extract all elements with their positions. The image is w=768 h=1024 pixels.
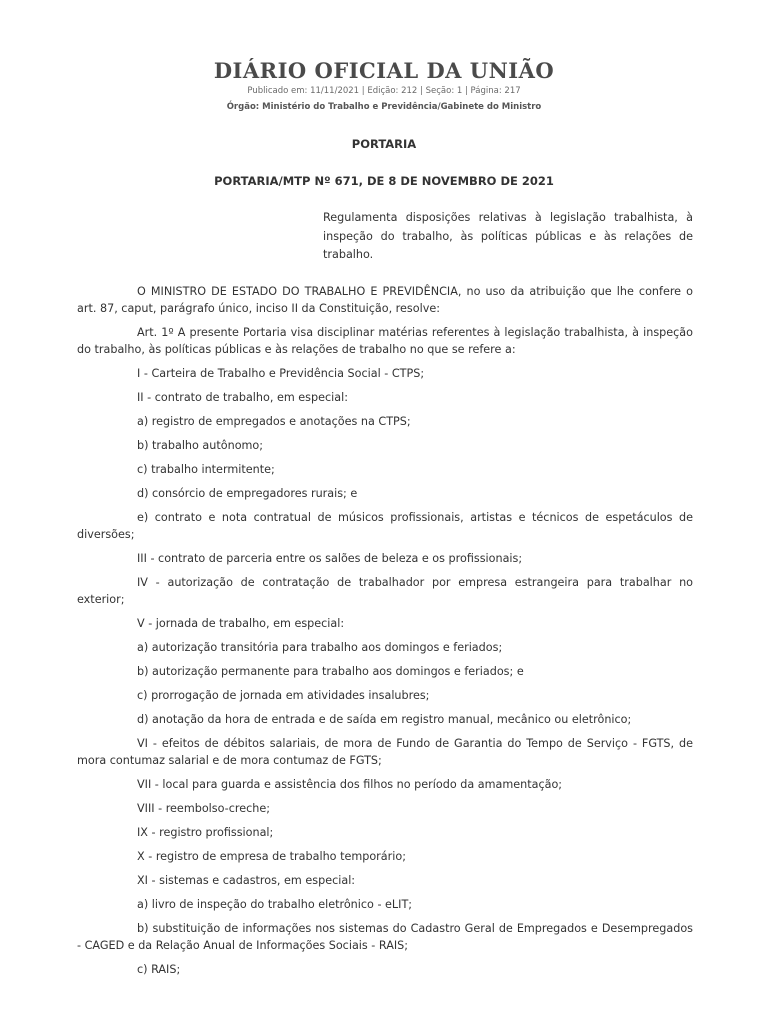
paragraph-item: II - contrato de trabalho, em especial:: [137, 391, 348, 404]
paragraph-preamble: O MINISTRO DE ESTADO DO TRABALHO E PREVIDÊNCIA, no uso da atribuição que lhe confere o art. 87, caput, parágrafo único, inciso II da Constituição, resolve:: [77, 285, 693, 315]
document-title: PORTARIA/MTP Nº 671, DE 8 DE NOVEMBRO DE 2021: [214, 174, 554, 188]
document-body: [77, 283, 693, 978]
publication-info: Publicado em: 11/11/2021 | Edição: 212 | Seção: 1 | Página: 217: [247, 86, 521, 96]
paragraph-item: b) autorização permanente para trabalho aos domingos e feriados; e: [137, 665, 524, 678]
paragraph-item: b) substituição de informações nos sistemas do Cadastro Geral de Empregados e Desempregados - CAGED e da Relação Anual de Informações Sociais - RAIS;: [77, 922, 693, 952]
masthead-title: DIÁRIO OFICIAL DA UNIÃO: [213, 58, 555, 83]
paragraph-item: IV - autorização de contratação de trabalhador por empresa estrangeira para trabalhar no exterior;: [77, 576, 693, 606]
paragraph-item: VII - local para guarda e assistência dos filhos no período da amamentação;: [137, 778, 563, 791]
document-summary: Regulamenta disposições relativas à legislação trabalhista, à inspeção do trabalho, às políticas públicas e às relações de trabalho.: [323, 211, 693, 261]
paragraph-item: a) livro de inspeção do trabalho eletrônico - eLIT;: [137, 898, 413, 911]
paragraph-item: X - registro de empresa de trabalho temporário;: [137, 850, 406, 863]
paragraph-item: IX - registro profissional;: [137, 826, 274, 839]
paragraph-item: c) prorrogação de jornada em atividades insalubres;: [137, 689, 430, 702]
document-type: PORTARIA: [351, 137, 417, 151]
paragraph-item: c) trabalho intermitente;: [137, 463, 275, 476]
paragraph-item: I - Carteira de Trabalho e Previdência Social - CTPS;: [137, 367, 425, 380]
paragraph-art1: Art. 1º A presente Portaria visa disciplinar matérias referentes à legislação trabalhista, à inspeção do trabalho, às políticas públicas e às relações de trabalho no que se refere a:: [77, 326, 693, 356]
paragraph-item: d) consórcio de empregadores rurais; e: [137, 487, 358, 500]
paragraph-item: XI - sistemas e cadastros, em especial:: [137, 874, 356, 887]
paragraph-item: b) trabalho autônomo;: [137, 439, 264, 452]
paragraph-item: V - jornada de trabalho, em especial:: [137, 617, 345, 630]
issuing-agency: Órgão: Ministério do Trabalho e Previdência/Gabinete do Ministro: [226, 102, 542, 112]
paragraph-item: d) anotação da hora de entrada e de saída em registro manual, mecânico ou eletrônico;: [137, 713, 632, 726]
paragraph-item: VIII - reembolso-creche;: [137, 802, 270, 815]
paragraph-item: a) autorização transitória para trabalho aos domingos e feriados;: [137, 641, 503, 654]
paragraph-item: c) RAIS;: [137, 963, 181, 976]
paragraph-item: a) registro de empregados e anotações na CTPS;: [137, 415, 411, 428]
paragraph-item: VI - efeitos de débitos salariais, de mora de Fundo de Garantia do Tempo de Serviço - FGTS, de mora contumaz salarial e de mora contumaz de FGTS;: [77, 737, 693, 767]
paragraph-item: e) contrato e nota contratual de músicos profissionais, artistas e técnicos de espetáculos de diversões;: [77, 511, 693, 541]
paragraph-item: III - contrato de parceria entre os salões de beleza e os profissionais;: [137, 552, 523, 565]
